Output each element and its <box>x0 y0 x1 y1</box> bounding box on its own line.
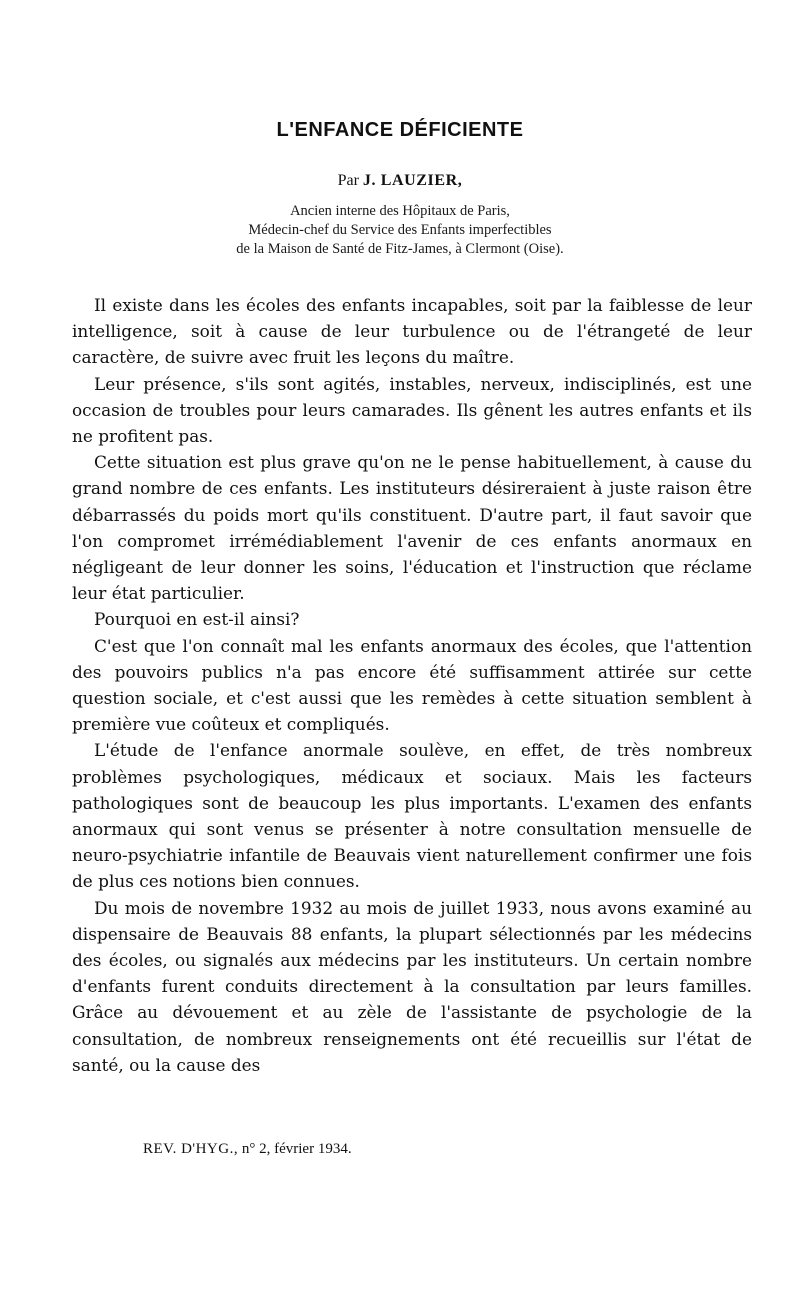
paragraph: Pourquoi en est-il ainsi? <box>94 609 300 630</box>
byline <box>0 171 800 191</box>
page-footer <box>143 1139 352 1159</box>
paragraph: L'étude de l'enfance anormale soulève, en effet, de très nombreux problèmes psychologiques, médicaux et sociaux. Mais les facteurs pathologiques sont de beaucoup les plus importants. L'examen des enfants anormaux qui sont venus se présenter à notre consultation mensuelle de neuro-psychiatrie infantile de Beauvais vient naturellement confirmer une fois de plus ces notions bien connues. <box>72 740 752 892</box>
paragraph: Du mois de novembre 1932 au mois de juillet 1933, nous avons examiné au dispensaire de Beauvais 88 enfants, la plupart sélectionnés par les médecins des écoles, ou signalés aux médecins par les instituteurs. Un certain nombre d'enfants furent conduits directement à la consultation par leurs familles. Grâce au dévouement et au zèle de l'assistante de psychologie de la consultation, de nombreux renseignements ont été recueillis sur l'état de santé, ou la cause des <box>72 897 752 1075</box>
article-title: L'ENFANCE DÉFICIENTE <box>276 119 524 141</box>
paragraph: Leur présence, s'ils sont agités, instables, nerveux, indisciplinés, est une occasion de troubles pour leurs camarades. Ils gênent les autres enfants et ils ne profitent pas. <box>72 373 752 447</box>
issue-info: n° 2, février 1934. <box>238 1141 352 1157</box>
author-affiliation <box>0 202 800 259</box>
byline-prefix: Par <box>337 172 363 189</box>
affiliation-line: de la Maison de Santé de Fitz-James, à Clermont (Oise). <box>236 241 564 257</box>
paragraph: Cette situation est plus grave qu'on ne le pense habituellement, à cause du grand nombre de ces enfants. Les instituteurs désireraient à juste raison être débarrassés du poids mort qu'ils constituent. D'autre part, il faut savoir que l'on compromet irrémédiablement l'avenir de ces enfants anormaux en négligeant de leur donner les soins, l'éducation et l'instruction que réclame leur état particulier. <box>72 452 752 604</box>
journal-abbreviation: REV. D'HYG., <box>143 1141 239 1157</box>
article-body <box>72 292 752 1078</box>
affiliation-line: Médecin-chef du Service des Enfants imperfectibles <box>248 222 552 238</box>
paragraph: Il existe dans les écoles des enfants incapables, soit par la faiblesse de leur intelligence, soit à cause de leur turbulence ou de l'étrangeté de leur caractère, de suivre avec fruit les leçons du maître. <box>72 295 752 368</box>
affiliation-line: Ancien interne des Hôpitaux de Paris, <box>290 203 510 219</box>
author-name: J. LAUZIER, <box>362 172 463 189</box>
paragraph: C'est que l'on connaît mal les enfants anormaux des écoles, que l'attention des pouvoirs publics n'a pas encore été suffisamment attirée sur cette question sociale, et c'est aussi que les remèdes à cette situation semblent à première vue coûteux et compliqués. <box>72 635 752 735</box>
